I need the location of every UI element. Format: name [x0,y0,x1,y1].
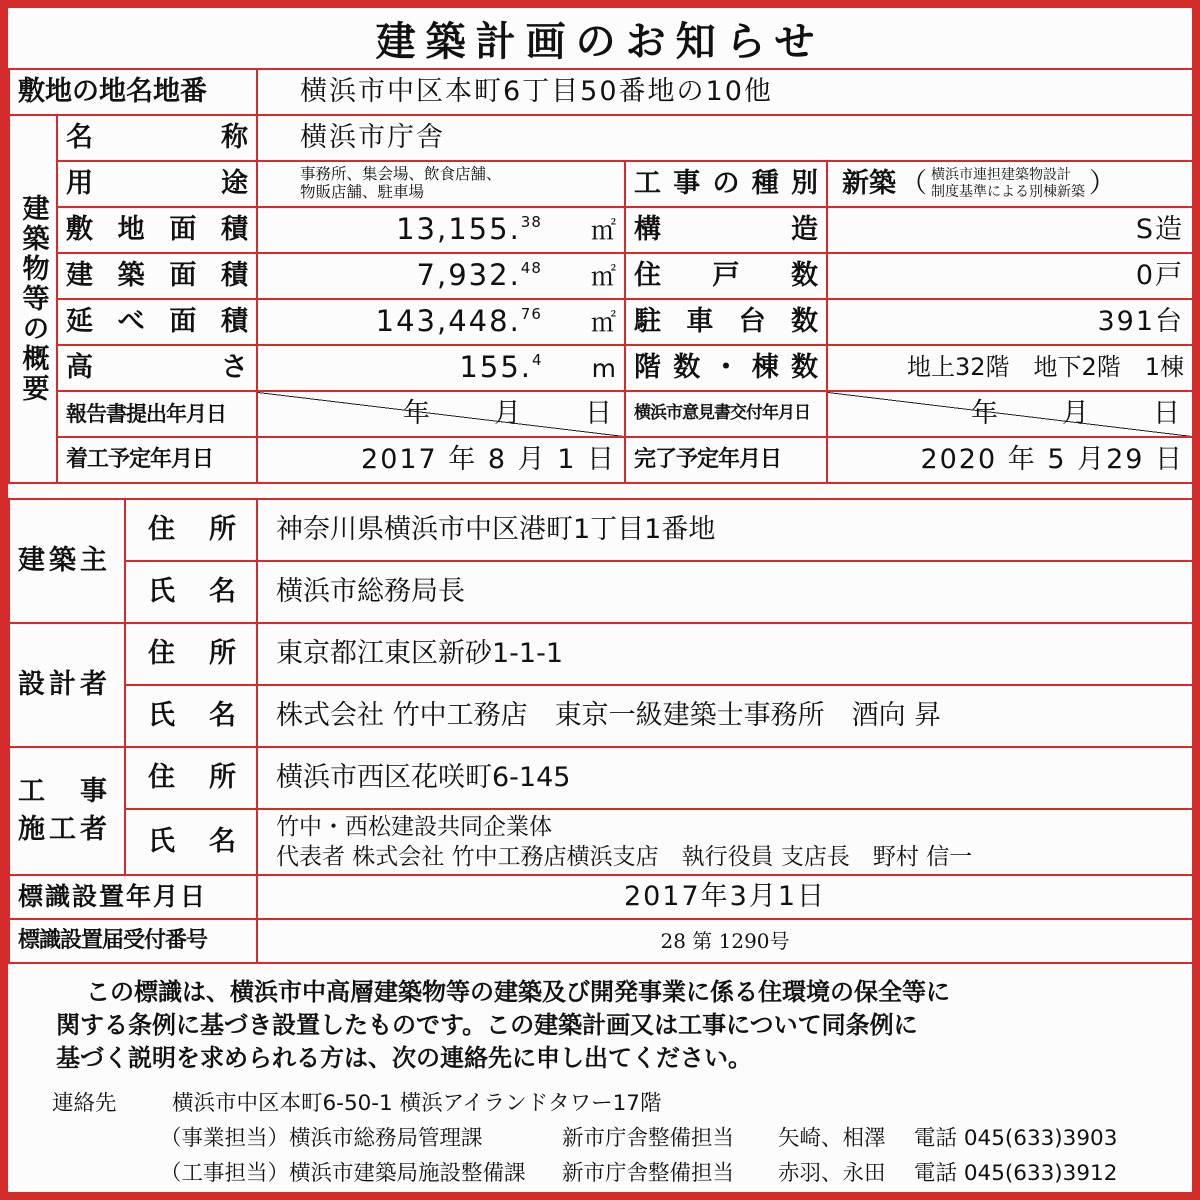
height-int: 155. [459,350,532,385]
sign-date-label: 標識設置年月日 [9,875,257,919]
contact-dept: （工事担当）横浜市建築局施設整備課 [160,1161,526,1186]
building-area-dec: 48 [520,259,542,278]
site-area-int: 13,155. [396,212,521,247]
parties-table [8,498,1194,876]
contact-dept: （事業担当）横浜市総務局管理課 [160,1126,483,1151]
contractor-label-line2: 施工者 [18,814,111,845]
sign-table [8,874,1194,964]
floors-value: 地上32階 地下2階 1棟 [827,345,1193,391]
overview-table [8,68,1194,484]
opinion-month: 月 [1062,398,1090,430]
designer-addr-value: 東京都江東区新砂1-1-1 [257,623,1193,685]
building-area-label: 建 築 面 積 [66,260,248,292]
contact-people: 赤羽、永田 [778,1161,886,1186]
contact-people: 矢崎、相澤 [778,1126,886,1151]
notice-line1: この標識は、横浜市中高層建築物等の建築及び開発事業に係る住環境の保全等に [86,978,950,1006]
report-month: 月 [494,398,521,430]
owner-addr-value: 神奈川県横浜市中区港町1丁目1番地 [257,499,1193,561]
report-day: 日 [585,398,612,430]
floors-label: 階 数 ・ 棟 数 [634,352,818,384]
notice-line3: 基づく説明を求められる方は、次の連絡先に申し出てください。 [56,1044,752,1072]
sign-date-value: 2017年3月1日 [257,875,1193,919]
contact-phone: 電話 045(633)3912 [914,1161,1118,1186]
opinion-day: 日 [1153,398,1181,430]
parking-label: 駐 車 台 数 [634,306,818,338]
contractor-label-line1: 工 事 [18,776,111,807]
opinion-label: 横浜市意見書交付年月日 [625,391,827,437]
floor-area-int: 143,448. [375,304,521,339]
site-value: 横浜市中区本町6丁目50番地の10他 [257,69,1193,115]
floor-area-label: 延 べ 面 積 [66,306,248,338]
report-year: 年 [403,398,430,430]
work-type-label: 工 事 の 種 別 [634,168,818,200]
start-value: 2017 年 8 月 1 日 [257,437,625,483]
notice-text [56,976,1176,1075]
structure-label: 構 造 [634,214,818,246]
owner-name-value: 横浜市総務局長 [257,561,1193,623]
building-area-int: 7,932. [416,258,521,293]
designer-name-value: 株式会社 竹中工務店 東京一級建築士事務所 酒向 昇 [257,685,1193,747]
height-dec: 4 [532,351,543,370]
units-label: 住 戸 数 [634,260,818,292]
report-label: 報告書提出年月日 [57,391,257,437]
name-value: 横浜市庁舎 [257,115,1193,161]
building-area-unit: ㎡ [590,262,616,292]
site-area-label: 敷 地 面 積 [66,214,248,246]
contact-section: 新市庁舎整備担当 [562,1126,735,1151]
overview-section-label: 建築物等の概要 [9,115,57,483]
designer-label: 設計者 [9,623,125,747]
owner-label: 建築主 [9,499,125,623]
site-area-dec: 38 [520,213,542,232]
use-label: 用 途 [66,168,248,200]
notice-board [8,8,1192,1192]
structure-value: S造 [827,207,1193,253]
finish-value: 2020 年 5 月29 日 [827,437,1193,483]
work-type-note-line1: 横浜市連担建築物設計 [931,167,1071,184]
site-label: 敷地の地名地番 [9,69,257,115]
designer-addr-label: 住 所 [148,638,236,670]
contractor-addr-value: 横浜市西区花咲町6-145 [257,747,1193,809]
opinion-year: 年 [971,398,999,430]
use-value-line2: 物販店舗、駐車場 [300,183,425,201]
notice-line2: 関する条例に基づき設置したものです。この建築計画又は工事について同条例に [56,1011,918,1039]
height-unit: m [591,354,616,384]
start-label: 着工予定年月日 [57,437,257,483]
contact-address: 横浜市中区本町6-50-1 横浜アイランドタワー17階 [172,1091,662,1116]
sign-number-value: 28 第 1290号 [257,919,1193,963]
contact-label: 連絡先 [52,1091,117,1116]
contractor-name-label: 氏 名 [148,826,236,858]
contact-section: 新市庁舎整備担当 [562,1161,735,1186]
owner-name-label: 氏 名 [148,576,236,608]
parking-value: 391台 [827,299,1193,345]
site-area-unit: ㎡ [590,216,616,246]
page-title: 建築計画のお知らせ [8,8,1192,70]
floor-area-dec: 76 [520,305,542,324]
contractor-name-line1: 竹中・西松建設共同企業体 [276,814,552,840]
sign-number-label: 標識設置届受付番号 [9,919,257,963]
paren-close: ） [1089,168,1116,200]
work-type-value: 新築 [842,168,896,200]
floor-area-unit: ㎡ [590,308,616,338]
owner-addr-label: 住 所 [148,514,236,546]
designer-name-label: 氏 名 [148,700,236,732]
finish-label: 完了予定年月日 [625,437,827,483]
contractor-addr-label: 住 所 [148,762,236,794]
contractor-name-line2: 代表者 株式会社 竹中工務店横浜支店 執行役員 支店長 野村 信一 [276,844,973,870]
name-label: 名 称 [66,122,248,154]
height-label: 高 さ [66,352,248,384]
contact-phone: 電話 045(633)3903 [914,1126,1118,1151]
paren-open: （ [900,168,927,200]
units-value: 0戸 [827,253,1193,299]
work-type-note-line2: 制度基準による別棟新築 [931,184,1085,200]
use-value-line1: 事務所、集会場、飲食店舗、 [300,165,502,184]
